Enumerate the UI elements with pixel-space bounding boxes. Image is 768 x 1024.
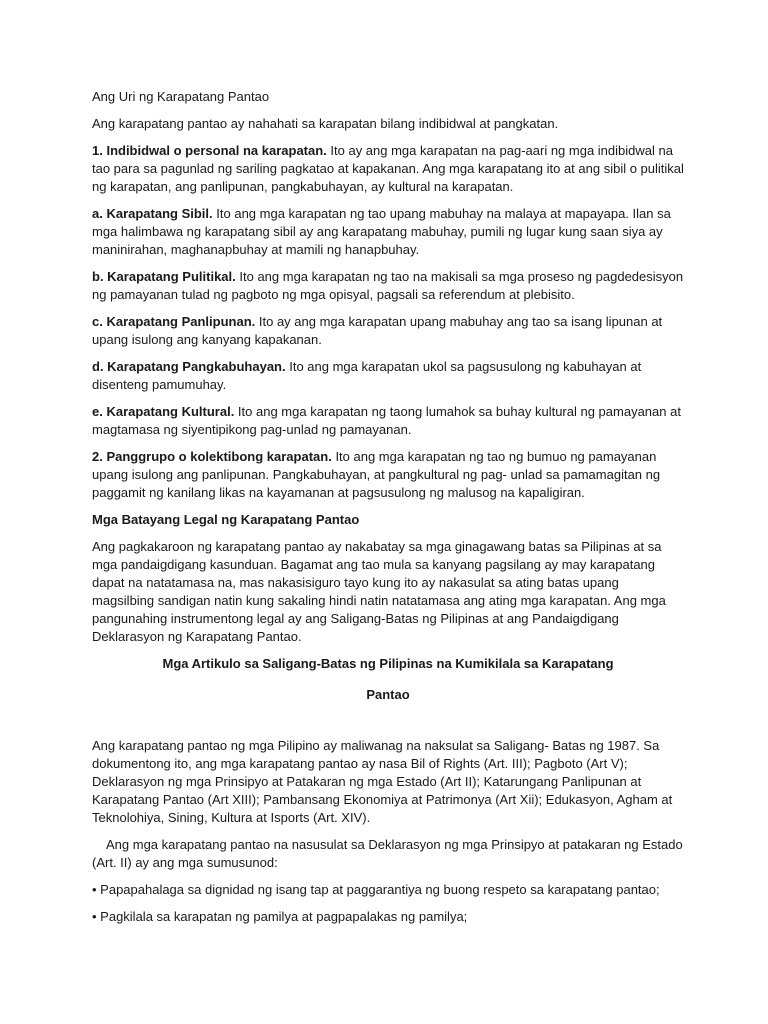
declaration-paragraph: Ang mga karapatang pantao na nasusulat sa Deklarasyon ng mga Prinsipyo at patakaran ng Estado (Art. II) ay ang mga sumusunod: [92, 837, 683, 870]
section-text: Ito ay ang mga karapatan na pag-aari ng mga indibidwal na tao para sa pagunlad ng sariling pagkatao at kapakanan. Ang mga karapatang ito at ang sibil o pulitikal ng karapatan, ang panlipunan, pangkabuhayan, ay kultural na karapatan. [92, 143, 684, 194]
section-text: Ito ang mga karapatan ng tao upang mabuhay na malaya at mapayapa. Ilan sa mga halimbawa ng karapatang sibil ay ang karapatang mabuhay, pumili ng lugar kung saan siya ay maninirahan, maghanapbuhay at mamili ng hanapbuhay. [92, 206, 671, 257]
constitution-paragraph: Ang karapatang pantao ng mga Pilipino ay maliwanag na naksulat sa Saligang- Batas ng 1987. Sa dokumentong ito, ang mga karapatang pantao ay nasa Bil of Rights (Art. III); Pagboto (Art V); Deklarasyon ng mga Prinsipyo at Patakaran ng mga Estado (Art II); Katarungang Panlipunan at Karapatang Pantao (Art XIII); Pambansang Ekonomiya at Patrimonya (Art Xii); Edukasyon, Agham at Teknolohiya, Sining, Kultura at Isports (Art. XIV). [92, 738, 673, 825]
section-kolektibo [92, 448, 684, 502]
section-label: e. Karapatang Kultural. [92, 404, 235, 419]
section-label: c. Karapatang Panlipunan. [92, 314, 256, 329]
section-text: Ito ang mga karapatan ukol sa pagsusulong ng kabuhayan at disenteng pamumuhay. [92, 359, 642, 392]
section-label: d. Karapatang Pangkabuhayan. [92, 359, 286, 374]
section-label: 1. Indibidwal o personal na karapatan. [92, 143, 327, 158]
section-sibil [92, 205, 684, 259]
section-kultural [92, 403, 684, 439]
document-page [92, 88, 684, 935]
section-label: a. Karapatang Sibil. [92, 206, 213, 221]
section-pangkabuhayan [92, 358, 684, 394]
articles-heading: Mga Artikulo sa Saligang-Batas ng Pilipinas na Kumikilala sa Karapatang [162, 656, 614, 671]
legal-heading: Mga Batayang Legal ng Karapatang Pantao [92, 512, 360, 527]
document-title: Ang Uri ng Karapatang Pantao [92, 89, 270, 104]
section-individual [92, 142, 684, 196]
intro-paragraph: Ang karapatang pantao ay nahahati sa karapatan bilang indibidwal at pangkatan. [92, 116, 559, 131]
section-text: Ito ang mga karapatan ng tao na makisali sa mga proseso ng pagdedesisyon ng pamayanan tulad ng pagboto ng mga opisyal, pagsali sa referendum at plebisito. [92, 269, 684, 302]
section-text: Ito ang mga karapatan ng tao ng bumuo ng pamayanan upang isulong ang panlipunan. Pangkabuhayan, at pangkultural ng pag- unlad sa pamamagitan ng paggamit ng kanilang likas na kayamanan at pagsusulong ng malusog na kapaligiran. [92, 449, 661, 500]
section-panlipunan [92, 313, 684, 349]
section-text: Ito ay ang mga karapatan upang mabuhay ang tao sa isang lipunan at upang isulong ang kanyang kapakanan. [92, 314, 663, 347]
section-pulitikal [92, 268, 684, 304]
list-item: • Pagkilala sa karapatan ng pamilya at pagpapalakas ng pamilya; [92, 909, 468, 924]
section-label: b. Karapatang Pulitikal. [92, 269, 236, 284]
legal-paragraph: Ang pagkakaroon ng karapatang pantao ay nakabatay sa mga ginagawang batas sa Pilipinas at sa mga pandaigdigang kasunduan. Bagamat ang tao mula sa kanyang pagsilang ay may karapatang dapat na natatamasa na, mas nakasisiguro tayo kung ito ay nakasulat sa ating batas upang magsilbing sandigan natin kung sakaling hindi natin natatamasa ang ating mga karapatan. Ang mga pangunahing instrumentong legal ay ang Saligang-Batas ng Pilipinas at ang Pandaigdigang Deklarasyon ng Karapatang Pantao. [92, 539, 666, 644]
list-item: • Papapahalaga sa dignidad ng isang tap at paggarantiya ng buong respeto sa karapatang pantao; [92, 882, 660, 897]
section-text: Ito ang mga karapatan ng taong lumahok sa buhay kultural ng pamayanan at magtamasa ng siyentipikong pag-unlad ng pamayanan. [92, 404, 681, 437]
section-label: 2. Panggrupo o kolektibong karapatan. [92, 449, 332, 464]
articles-heading-continued: Pantao [366, 687, 410, 702]
